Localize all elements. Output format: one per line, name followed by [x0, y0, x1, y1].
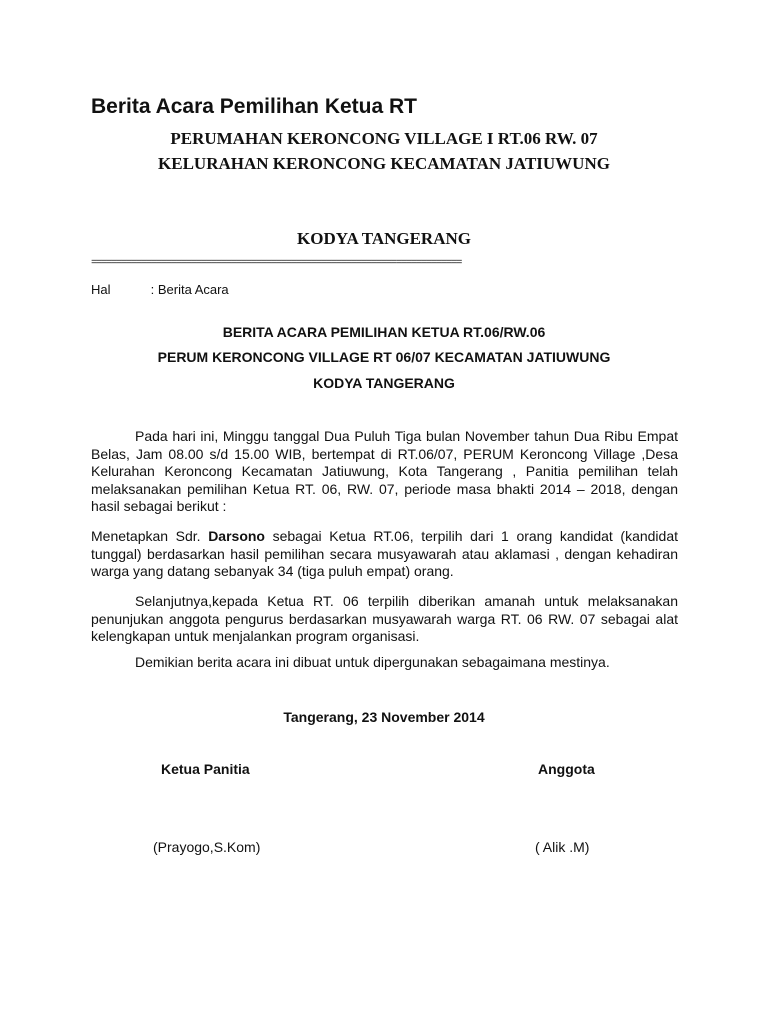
section-heading-3: KODYA TANGERANG: [313, 375, 455, 391]
signature-name-left: (Prayogo,S.Kom): [153, 839, 261, 855]
document-title: Berita Acara Pemilihan Ketua RT: [91, 95, 417, 118]
paragraph-decision: [91, 528, 678, 581]
signature-role-left: Ketua Panitia: [161, 761, 250, 777]
paragraph-mandate: Selanjutnya,kepada Ketua RT. 06 terpilih diberikan amanah untuk melaksanakan penunjukan anggota pengurus berdasarkan musyawarah warga RT. 06 RW. 07 sebagai alat kelengkapan untuk menjalankan program organisasi.: [91, 593, 678, 644]
organization-city: KODYA TANGERANG: [297, 229, 471, 248]
paragraph-closing: Demikian berita acara ini dibuat untuk dipergunakan sebagaimana mestinya.: [135, 654, 610, 670]
section-heading-2: PERUM KERONCONG VILLAGE RT 06/07 KECAMATAN JATIUWUNG: [157, 349, 611, 365]
signature-name-right: ( Alik .M): [535, 839, 590, 855]
place-date: Tangerang, 23 November 2014: [283, 709, 485, 725]
subject-value: : Berita Acara: [150, 282, 229, 297]
elected-name: Darsono: [208, 528, 265, 544]
organization-line-1: PERUMAHAN KERONCONG VILLAGE I RT.06 RW. 07: [170, 129, 598, 148]
organization-line-2: KELURAHAN KERONCONG KECAMATAN JATIUWUNG: [158, 154, 610, 173]
signature-role-right: Anggota: [538, 761, 595, 777]
section-heading-1: BERITA ACARA PEMILIHAN KETUA RT.06/RW.06: [222, 324, 546, 340]
decision-suffix: sebagai Ketua RT.06, terpilih dari 1 orang kandidat (kandidat tunggal) berdasarkan hasil pemilihan secara musyawarah atau aklamasi , dengan kehadiran warga yang datang sebanyak 34 (tiga puluh empat) orang.: [91, 528, 678, 579]
subject-label: Hal: [91, 282, 111, 297]
double-line-separator: ==========================================================================: [91, 257, 462, 269]
subject-row: [91, 282, 229, 298]
decision-prefix: Menetapkan Sdr.: [91, 528, 209, 544]
paragraph-opening: Pada hari ini, Minggu tanggal Dua Puluh Tiga bulan November tahun Dua Ribu Empat Belas, Jam 08.00 s/d 15.00 WIB, bertempat di RT.06/07, PERUM Keroncong Village ,Desa Kelurahan Keroncong Kecamatan Jatiuwung, Kota Tangerang , Panitia pemilihan telah melaksanakan pemilihan Ketua RT. 06, RW. 07, periode masa bhakti 2014 – 2018, dengan hasil sebagai berikut :: [91, 428, 678, 514]
